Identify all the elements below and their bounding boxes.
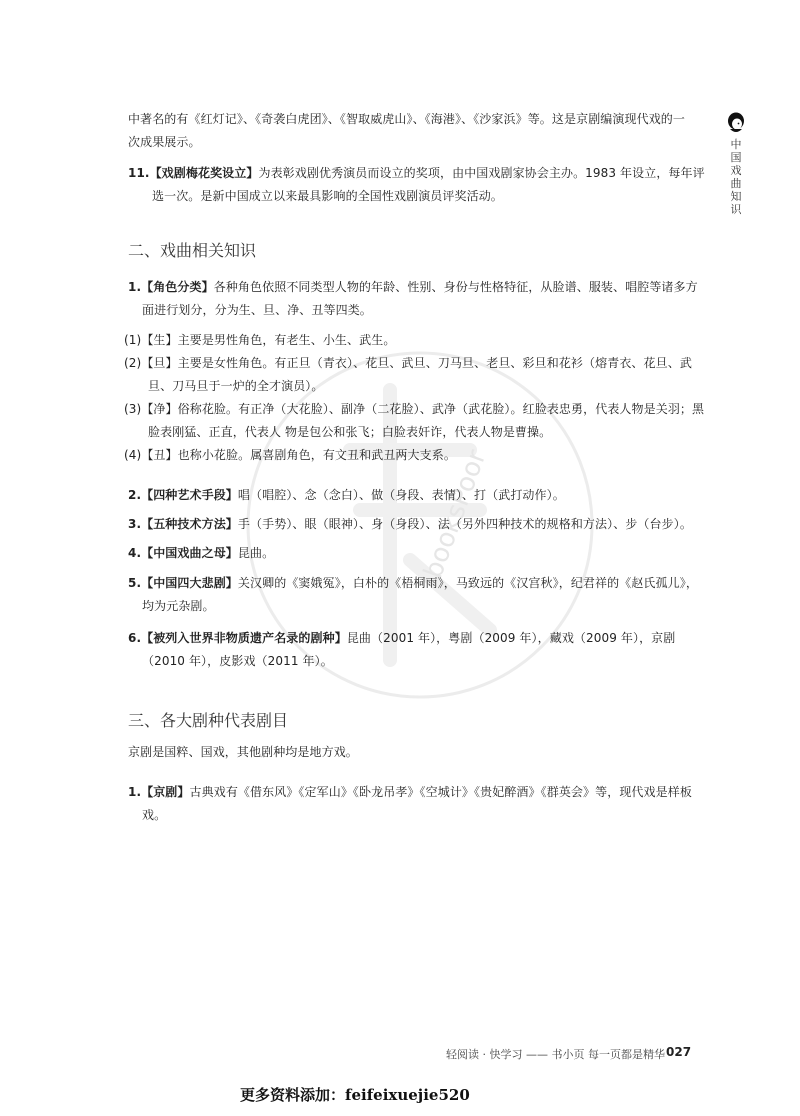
sub-item-text: 【旦】主要是女性角色。有正旦（青衣）、花旦、武旦、刀马旦、老旦、彩旦和花衫（熔青衣、花旦、武旦、刀马旦于一炉的全才演员）。 bbox=[141, 356, 692, 393]
item-keyword: 【被列入世界非物质遗产名录的剧种】 bbox=[141, 631, 347, 645]
section2-item-5 bbox=[128, 572, 702, 618]
section2-item-2 bbox=[128, 484, 702, 507]
item-number: 3. bbox=[128, 517, 142, 531]
item-keyword: 【中国四大悲剧】 bbox=[141, 576, 238, 590]
item-keyword: 【五种技术方法】 bbox=[141, 517, 238, 531]
item-text: 各种角色依照不同类型人物的年龄、性别、身份与性格特征，从脸谱、服装、唱腔等诸多方面进行划分，分为生、旦、净、丑等四类。 bbox=[142, 280, 698, 317]
item-text: 唱（唱腔）、念（念白）、做（身段、表情）、打（武打动作）。 bbox=[237, 488, 565, 502]
item-number: 1. bbox=[128, 280, 142, 294]
section3-item-1 bbox=[128, 781, 702, 827]
item-number: 2. bbox=[128, 488, 142, 502]
section-heading-2: 二、戏曲相关知识 bbox=[128, 241, 257, 260]
item-text: 手（手势）、眼（眼神）、身（身段）、法（另外四种技术的规格和方法）、步（台步）。 bbox=[237, 517, 692, 531]
section2-item-6 bbox=[128, 627, 702, 673]
sub-item-text: 【丑】也称小花脸。属喜剧角色，有文丑和武丑两大支系。 bbox=[141, 448, 456, 462]
item-number: 1. bbox=[128, 785, 142, 799]
sub-item-label: (3) bbox=[124, 402, 142, 416]
item-number: 4. bbox=[128, 546, 142, 560]
girl-head-icon bbox=[726, 112, 746, 134]
section2-item-1 bbox=[128, 276, 702, 322]
item-text: 古典戏有《借东风》《定军山》《卧龙吊孝》《空城计》《贵妃醉酒》《群英会》等，现代戏是样板戏。 bbox=[142, 785, 692, 822]
item-11 bbox=[128, 162, 712, 208]
promo-banner: 更多资料添加：feifeixuejie520 bbox=[240, 1086, 470, 1104]
sub-item-4 bbox=[124, 444, 712, 467]
item-keyword: 【角色分类】 bbox=[141, 280, 214, 294]
sub-item-label: (1) bbox=[124, 333, 142, 347]
sidebar-tab-label: 中国戏曲知识 bbox=[730, 138, 742, 216]
page-number: 027 bbox=[666, 1045, 692, 1059]
item-keyword: 【四种艺术手段】 bbox=[141, 488, 238, 502]
item-number: 5. bbox=[128, 576, 142, 590]
sub-item-2 bbox=[124, 352, 712, 398]
item-text: 为表彰戏剧优秀演员而设立的奖项，由中国戏剧家协会主办。1983 年设立，每年评选一次。是新中国成立以来最具影响的全国性戏剧演员评奖活动。 bbox=[152, 166, 705, 203]
sub-item-1 bbox=[124, 329, 712, 352]
sub-item-label: (2) bbox=[124, 356, 142, 370]
item-keyword: 【戏剧梅花奖设立】 bbox=[149, 166, 259, 180]
sub-item-text: 【净】俗称花脸。有正净（大花脸）、副净（二花脸）、武净（武花脸）。红脸表忠勇，代表人物是关羽；黑脸表刚猛、正直，代表人 物是包公和张飞；白脸表奸诈，代表人物是曹操。 bbox=[141, 402, 705, 439]
section-heading-3: 三、各大剧种代表剧目 bbox=[128, 711, 289, 730]
sub-item-label: (4) bbox=[124, 448, 142, 462]
sub-item-text: 【生】主要是男性角色，有老生、小生、武生。 bbox=[141, 333, 396, 347]
section2-item-3 bbox=[128, 513, 702, 536]
item-keyword: 【京剧】 bbox=[141, 785, 190, 799]
sub-item-3 bbox=[124, 398, 712, 444]
footer-tagline: 轻阅读 · 快学习 —— 书小页 每一页都是精华 bbox=[446, 1048, 665, 1061]
section2-item-4 bbox=[128, 542, 702, 565]
item-text: 关汉卿的《窦娥冤》，白朴的《梧桐雨》，马致远的《汉宫秋》，纪君祥的《赵氏孤儿》，均为元杂剧。 bbox=[142, 576, 698, 613]
item-text: 昆曲（2001 年），粤剧（2009 年），藏戏（2009 年），京剧（2010 年），皮影戏（2011 年）。 bbox=[142, 631, 676, 668]
item-number: 6. bbox=[128, 631, 142, 645]
section3-intro: 京剧是国粹、国戏，其他剧种均是地方戏。 bbox=[128, 745, 358, 759]
item-number: 11. bbox=[128, 166, 150, 180]
section1-tail-paragraph: 中著名的有《红灯记》、《奇袭白虎团》、《智取威虎山》、《海港》、《沙家浜》等。这是京剧编演现代戏的一次成果展示。 bbox=[128, 112, 686, 149]
item-text: 昆曲。 bbox=[237, 546, 275, 560]
watermark-text: booksPoor bbox=[418, 446, 493, 583]
item-keyword: 【中国戏曲之母】 bbox=[141, 546, 238, 560]
